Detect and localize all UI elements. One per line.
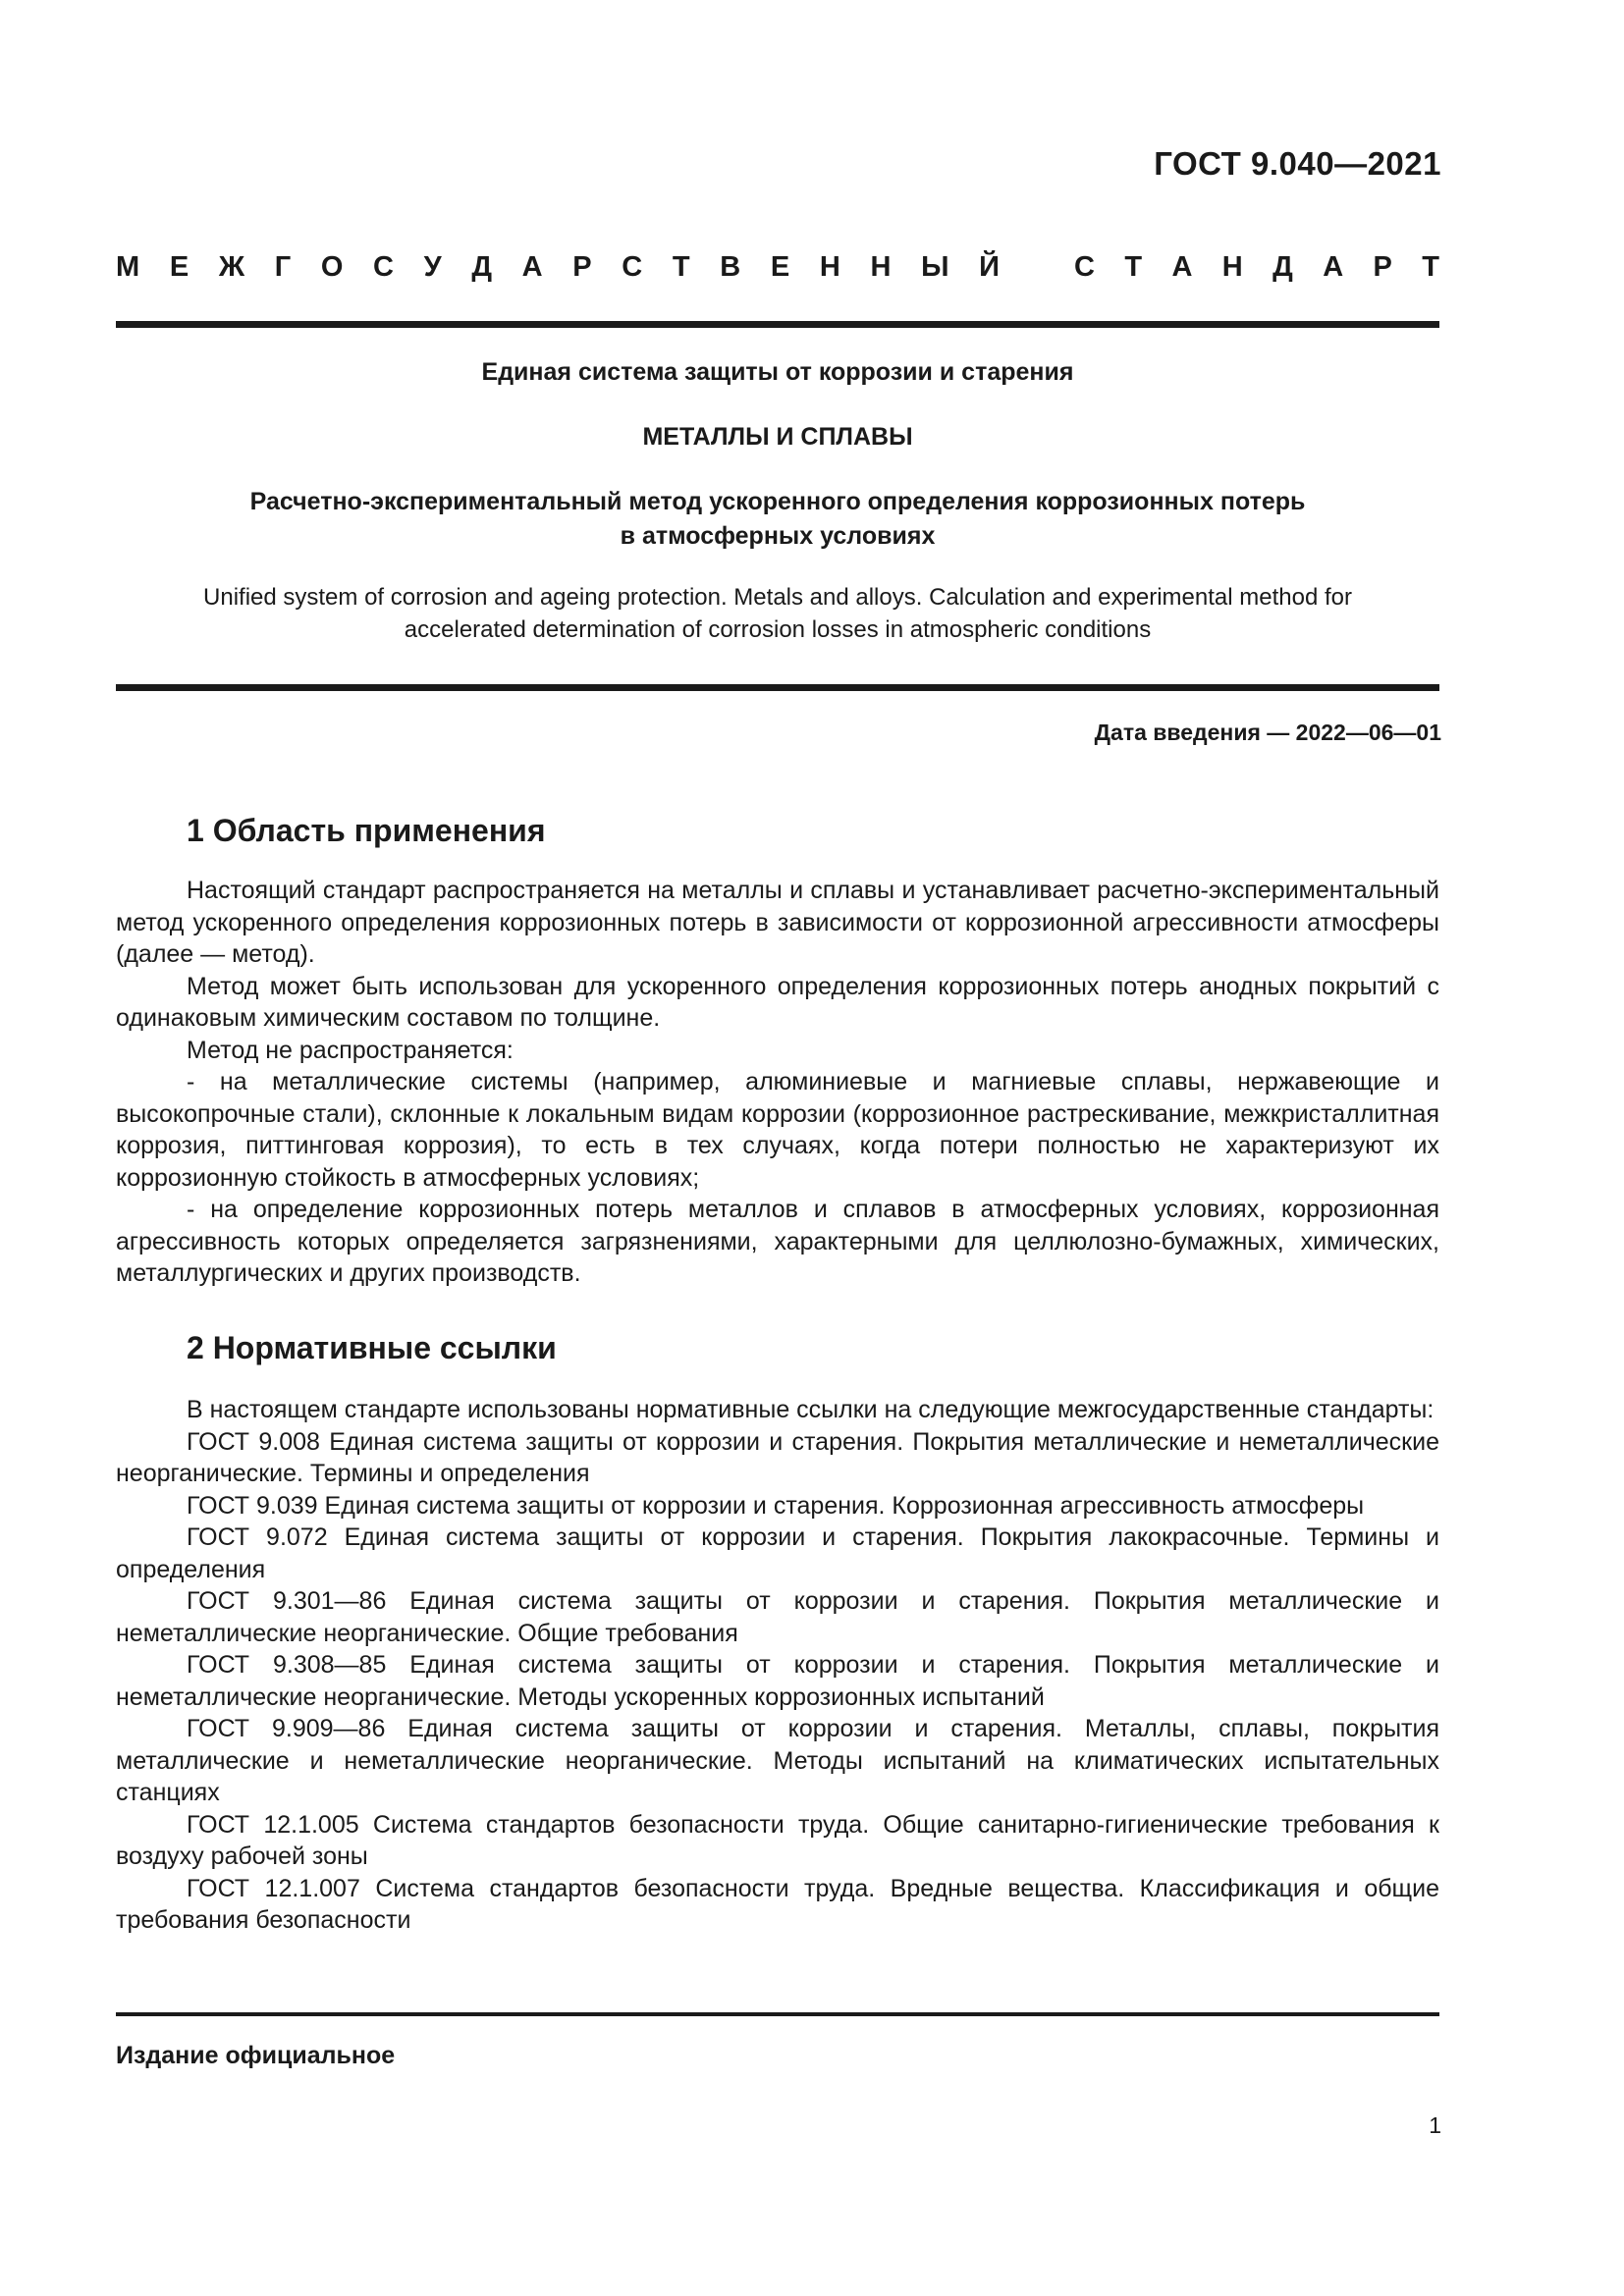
subtitle bbox=[147, 485, 1408, 554]
english-title-line: Unified system of corrosion and ageing protection. Metals and alloys. Calculation and experimental method for bbox=[203, 584, 1352, 611]
banner-letter: Т bbox=[1124, 251, 1143, 283]
banner-letter: Д bbox=[471, 251, 493, 283]
page-number: 1 bbox=[1429, 2112, 1441, 2138]
series-title: Единая система защиты от коррозии и старения bbox=[481, 358, 1074, 386]
title-divider bbox=[116, 684, 1439, 691]
paragraph: Метод не распространяется: bbox=[187, 1036, 514, 1064]
banner-letter: Ж bbox=[218, 251, 245, 283]
banner-letter: А bbox=[1323, 251, 1344, 283]
reference-item: ГОСТ 9.072 Единая система защиты от коррозии и старения. Покрытия лакокрасочные. Термины и определения bbox=[116, 1523, 1439, 1583]
banner-letter: Г bbox=[274, 251, 292, 283]
section-heading-references: 2 Нормативные ссылки bbox=[187, 1330, 557, 1365]
banner-letter: Т bbox=[1422, 251, 1439, 283]
banner-letter: Т bbox=[672, 251, 690, 283]
banner-letter: М bbox=[116, 251, 140, 283]
banner-letter: С bbox=[1074, 251, 1095, 283]
banner-letter: Ы bbox=[921, 251, 949, 283]
document-number: ГОСТ 9.040—2021 bbox=[1154, 145, 1441, 182]
banner-letter: У bbox=[423, 251, 442, 283]
reference-item: ГОСТ 12.1.007 Система стандартов безопасности труда. Вредные вещества. Классификация и общие требования безопасности bbox=[116, 1874, 1439, 1934]
banner-letter: Е bbox=[770, 251, 790, 283]
reference-item: ГОСТ 12.1.005 Система стандартов безопасности труда. Общие санитарно-гигиенические требования к воздуху рабочей зоны bbox=[116, 1810, 1439, 1870]
banner-letter: Е bbox=[169, 251, 189, 283]
banner-letter: Р bbox=[572, 251, 592, 283]
banner-letter: А bbox=[1171, 251, 1193, 283]
introduction-date: Дата введения — 2022—06—01 bbox=[1094, 720, 1441, 745]
reference-item: ГОСТ 9.909—86 Единая система защиты от коррозии и старения. Металлы, сплавы, покрытия металлические и неметаллические неорганические. Методы испытаний на климатических испытательных станциях bbox=[116, 1715, 1439, 1806]
reference-item: ГОСТ 9.039 Единая система защиты от коррозии и старения. Коррозионная агрессивность атмосферы bbox=[187, 1491, 1365, 1520]
banner-letter: О bbox=[320, 251, 344, 283]
banner-letter: В bbox=[720, 251, 741, 283]
banner-letter: С bbox=[373, 251, 394, 283]
section-body-scope bbox=[116, 875, 1439, 1290]
banner-letter: Р bbox=[1373, 251, 1392, 283]
banner-letter: Й bbox=[979, 251, 1000, 283]
banner-letter: А bbox=[521, 251, 543, 283]
reference-item: ГОСТ 9.301—86 Единая система защиты от коррозии и старения. Покрытия металлические и неметаллические неорганические. Общие требования bbox=[116, 1587, 1439, 1647]
subtitle-line: Расчетно-экспериментальный метод ускоренного определения коррозионных потерь bbox=[249, 488, 1306, 515]
official-edition-label: Издание официальное bbox=[116, 2042, 396, 2069]
english-title bbox=[147, 581, 1408, 646]
reference-item: ГОСТ 9.308—85 Единая система защиты от коррозии и старения. Покрытия металлические и неметаллические неорганические. Методы ускоренных коррозионных испытаний bbox=[116, 1651, 1439, 1711]
reference-item: ГОСТ 9.008 Единая система защиты от коррозии и старения. Покрытия металлические и неметаллические неорганические. Термины и определения bbox=[116, 1427, 1439, 1487]
paragraph: - на металлические системы (например, алюминиевые и магниевые сплавы, нержавеющие и высокопрочные стали), склонные к локальным видам коррозии (коррозионное растрескивание, межкристаллитная коррозия, питтинговая коррозия), то есть в тех случаях, когда потери полностью не характеризуют их коррозионную стойкость в атмосферных условиях; bbox=[116, 1068, 1439, 1192]
subtitle-line: в атмосферных условиях bbox=[620, 522, 936, 550]
paragraph: Метод может быть использован для ускоренного определения коррозионных потерь анодных покрытий с одинаковым химическим составом по толщине. bbox=[116, 972, 1439, 1032]
top-divider bbox=[116, 321, 1439, 328]
banner-letter: Д bbox=[1272, 251, 1293, 283]
banner-letter: Н bbox=[819, 251, 840, 283]
standard-word bbox=[1074, 251, 1439, 284]
paragraph: Настоящий стандарт распространяется на металлы и сплавы и устанавливает расчетно-экспериментальный метод ускоренного определения коррозионных потерь в зависимости от коррозионной агрессивности атмосферы (далее — метод). bbox=[116, 877, 1439, 968]
paragraph: - на определение коррозионных потерь металлов и сплавов в атмосферных условиях, коррозионная агрессивность которых определяется загрязнениями, характерными для целлюлозно-бумажных, химических, металлургических и других производств. bbox=[116, 1196, 1439, 1287]
banner-letter: С bbox=[622, 251, 643, 283]
interstate-word bbox=[116, 251, 1000, 284]
banner-letter: Н bbox=[1221, 251, 1243, 283]
main-title: МЕТАЛЛЫ И СПЛАВЫ bbox=[642, 423, 913, 451]
banner-letter: Н bbox=[870, 251, 892, 283]
footer-divider bbox=[116, 2012, 1439, 2016]
paragraph: В настоящем стандарте использованы нормативные ссылки на следующие межгосударственные стандарты: bbox=[187, 1396, 1435, 1423]
section-body-references bbox=[116, 1394, 1439, 1937]
section-heading-scope: 1 Область применения bbox=[187, 813, 546, 848]
english-title-line: accelerated determination of corrosion losses in atmospheric conditions bbox=[404, 616, 1152, 643]
